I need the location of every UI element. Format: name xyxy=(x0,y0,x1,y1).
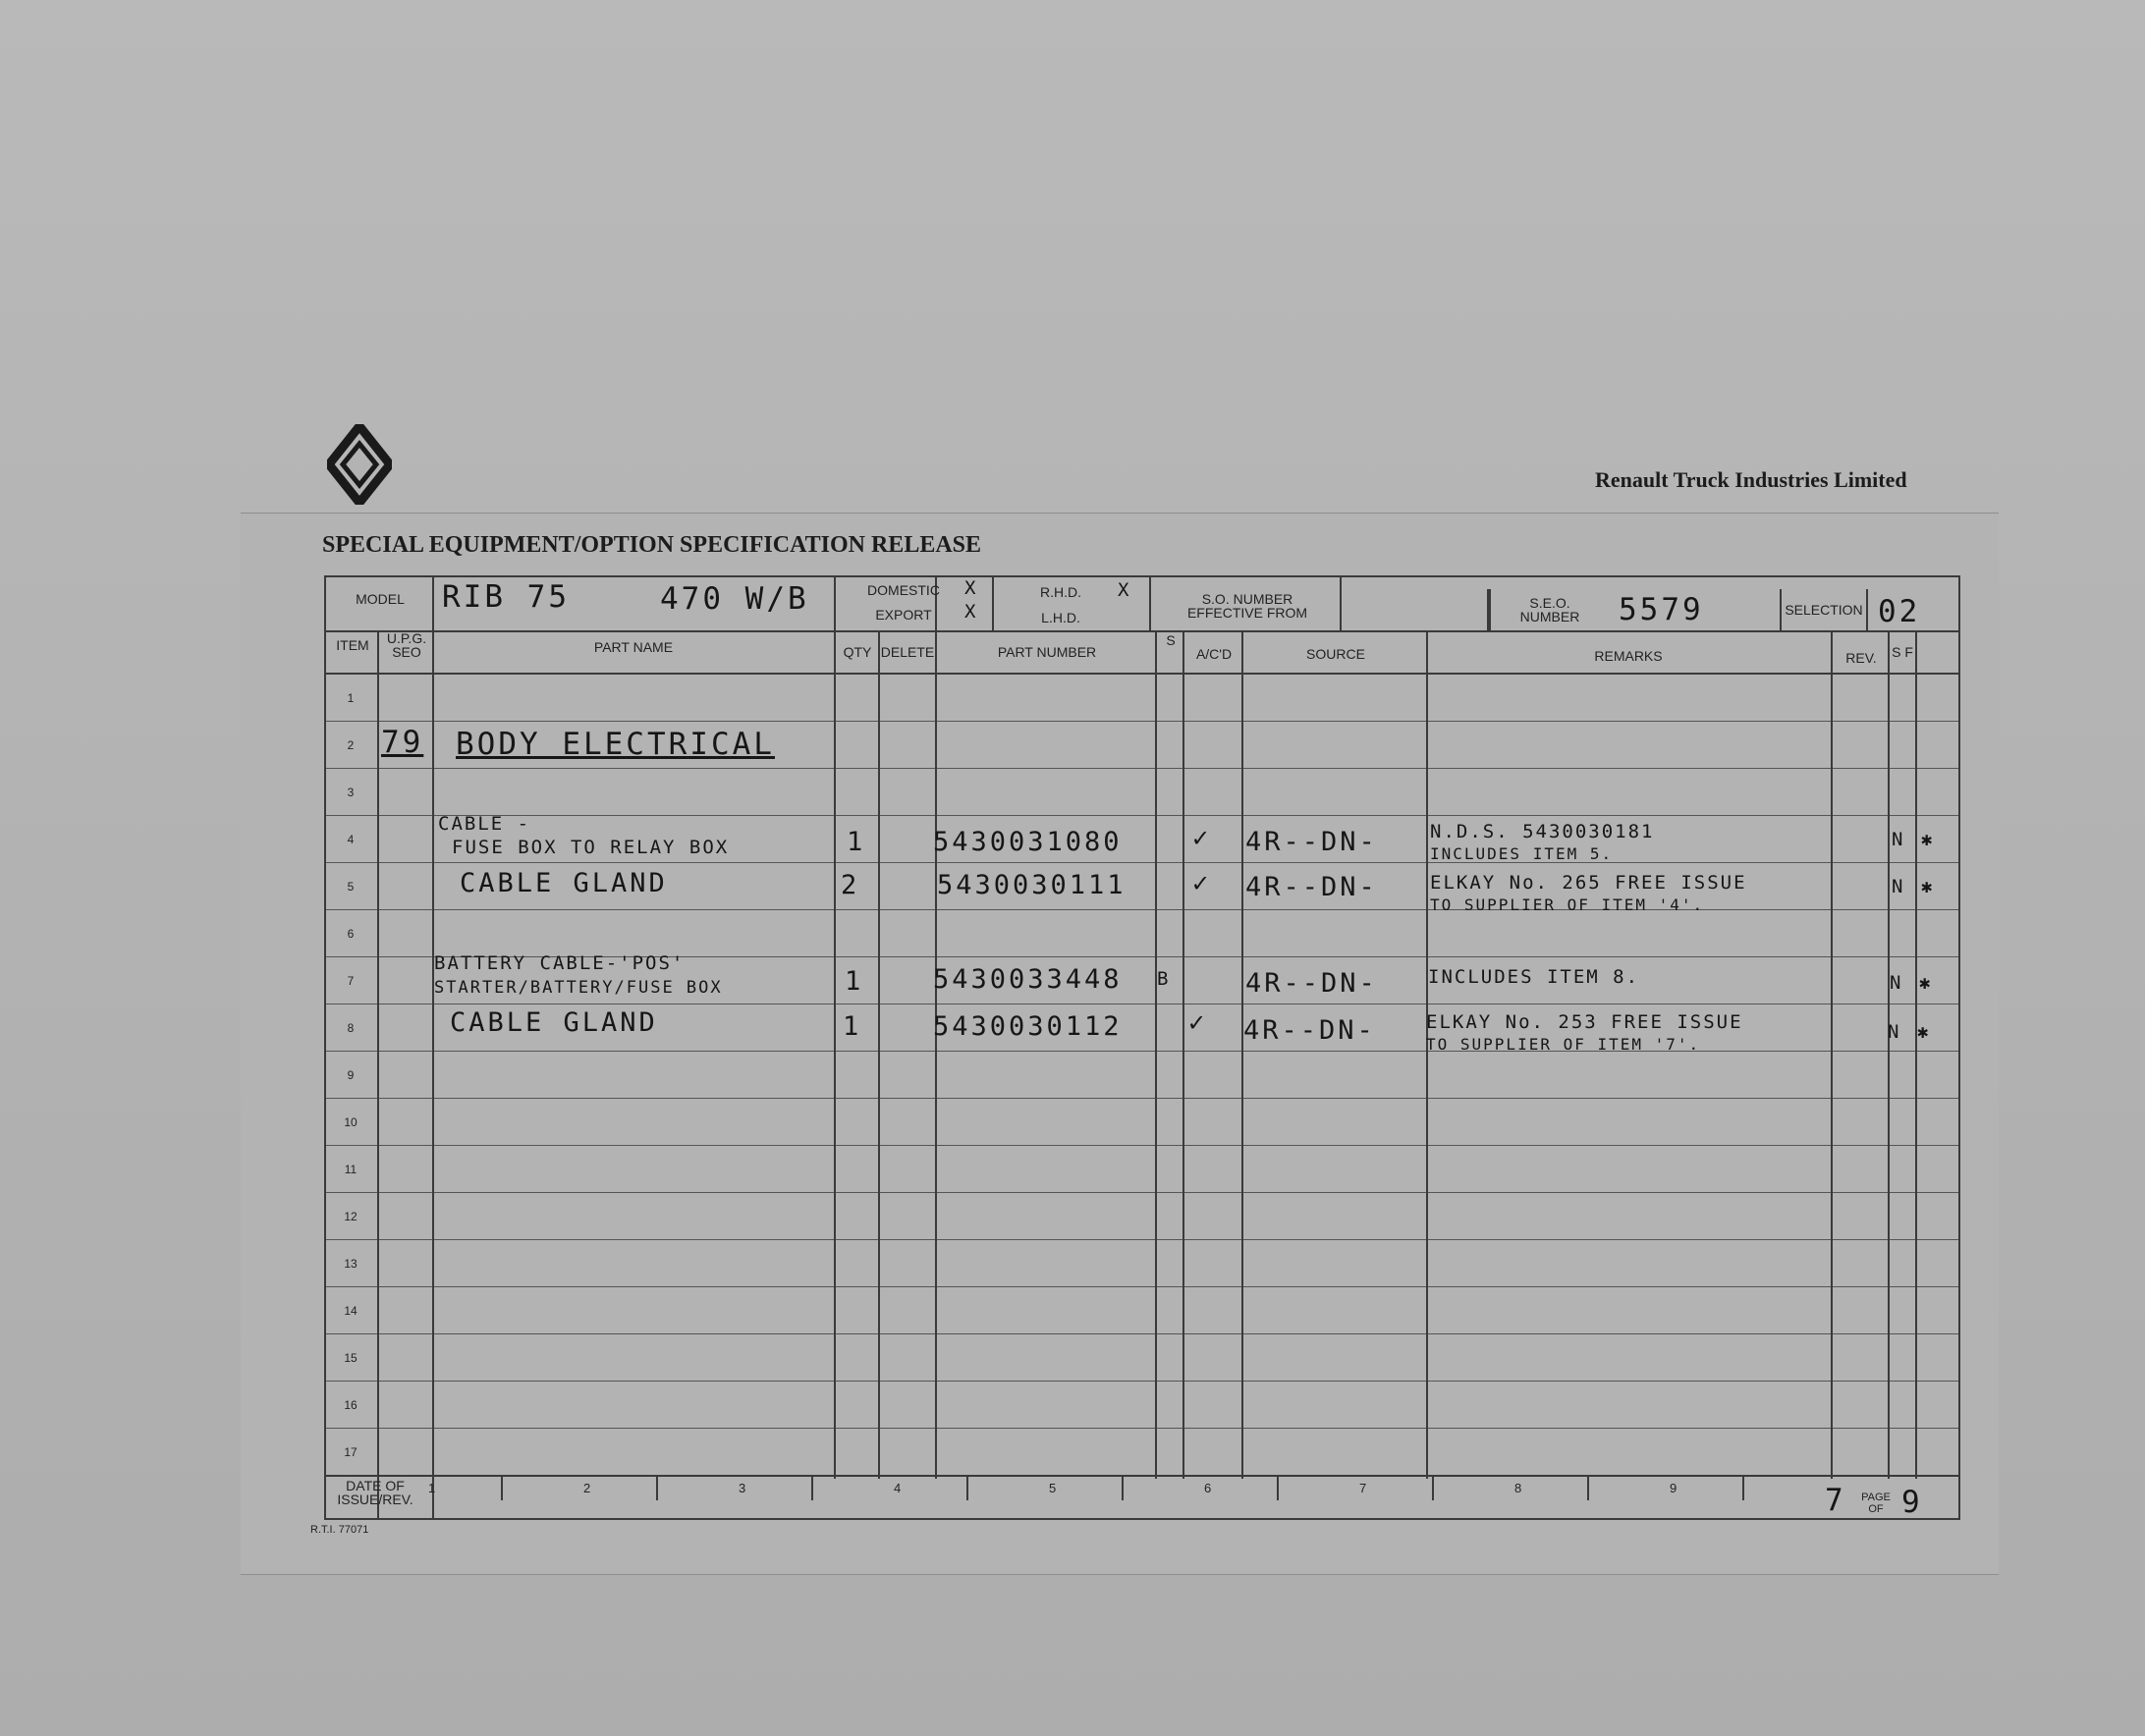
lhd-label: L.H.D. xyxy=(1041,610,1080,625)
row-number: 14 xyxy=(344,1304,358,1318)
row5-sf: N xyxy=(1892,876,1905,897)
footer-bottom-line xyxy=(324,1518,1960,1520)
row5-star: ✱ xyxy=(1921,876,1935,897)
col-header-part-number: PART NUMBER xyxy=(997,644,1097,660)
form-title: SPECIAL EQUIPMENT/OPTION SPECIFICATION RELEASE xyxy=(322,532,982,558)
row-line xyxy=(324,815,1960,816)
row4-remarks-2: INCLUDES ITEM 5. xyxy=(1430,844,1614,863)
row7-s-code: B xyxy=(1157,968,1171,990)
row-line xyxy=(324,1333,1960,1334)
row7-part-name-1: BATTERY CABLE-'POS' xyxy=(434,952,686,974)
row2-section-heading: BODY ELECTRICAL xyxy=(456,727,775,762)
col-header-source: SOURCE xyxy=(1306,646,1365,662)
date-slot-number: 4 xyxy=(894,1481,902,1495)
col-header-upg-2: SEO xyxy=(392,644,421,660)
rhd-mark: X xyxy=(1118,579,1131,601)
col-line-qty xyxy=(878,630,880,1479)
row-number: 16 xyxy=(344,1398,358,1412)
date-slot-number: 6 xyxy=(1204,1481,1212,1495)
row5-source: 4R--DN- xyxy=(1245,872,1378,902)
col-line-s xyxy=(1182,630,1184,1479)
wheelbase-value: 470 W/B xyxy=(660,581,809,617)
row-line xyxy=(324,1381,1960,1382)
col-line-partname xyxy=(834,575,836,1479)
row5-acd-check: ✓ xyxy=(1192,868,1212,898)
row4-source: 4R--DN- xyxy=(1245,827,1378,857)
row8-sf: N xyxy=(1888,1021,1901,1043)
row-number: 2 xyxy=(347,738,355,752)
row-number: 4 xyxy=(347,833,355,846)
company-name: Renault Truck Industries Limited xyxy=(1595,467,1907,492)
col-header-s: S xyxy=(1166,632,1176,648)
domestic-mark: X xyxy=(964,577,978,599)
row7-part-name-2: STARTER/BATTERY/FUSE BOX xyxy=(434,978,723,998)
row-number: 10 xyxy=(344,1115,358,1129)
row-line xyxy=(324,721,1960,722)
row4-acd-check: ✓ xyxy=(1192,823,1212,853)
hdr-sep-domestic xyxy=(992,575,994,630)
col-line-sf xyxy=(1915,630,1917,1479)
row5-remarks-1: ELKAY No. 265 FREE ISSUE xyxy=(1430,872,1747,894)
so-number-label: S.O. NUMBER xyxy=(1201,591,1293,607)
date-slot-divider xyxy=(966,1475,968,1500)
domestic-label: DOMESTIC xyxy=(867,582,940,598)
date-slot-divider xyxy=(1277,1475,1279,1500)
row-number: 8 xyxy=(347,1021,355,1035)
column-header-bottom xyxy=(324,673,1960,675)
date-label-2: ISSUE/REV. xyxy=(337,1492,413,1507)
model-value: RIB 75 xyxy=(442,579,570,615)
row8-remarks-1: ELKAY No. 253 FREE ISSUE xyxy=(1426,1011,1743,1033)
rhd-label: R.H.D. xyxy=(1040,584,1081,600)
row4-sf: N xyxy=(1892,829,1905,850)
row2-upg: 79 xyxy=(381,725,424,760)
row7-remarks-1: INCLUDES ITEM 8. xyxy=(1428,966,1640,988)
col-line-remarks xyxy=(1831,630,1833,1479)
date-slot-divider xyxy=(656,1475,658,1500)
row-line xyxy=(324,1051,1960,1052)
row-line xyxy=(324,1145,1960,1146)
col-header-acd: A/C'D xyxy=(1195,646,1233,662)
col-header-delete: DELETE xyxy=(880,644,935,660)
page-label: PAGE xyxy=(1861,1492,1891,1503)
seo-label-2: NUMBER xyxy=(1519,609,1580,624)
col-line-rev xyxy=(1888,630,1890,1479)
col-header-sf: S F xyxy=(1892,644,1913,660)
row8-qty: 1 xyxy=(843,1011,862,1042)
col-header-part-name: PART NAME xyxy=(593,639,674,655)
row4-part-number: 5430031080 xyxy=(933,827,1123,857)
row5-qty: 2 xyxy=(841,870,860,900)
col-line-acd xyxy=(1241,630,1243,1479)
date-label-1: DATE OF xyxy=(346,1478,405,1493)
date-slot-divider xyxy=(501,1475,503,1500)
export-mark: X xyxy=(964,601,978,623)
date-slot-number: 2 xyxy=(583,1481,591,1495)
row-number: 13 xyxy=(344,1257,358,1271)
row-line xyxy=(324,1192,1960,1193)
table-top-border xyxy=(324,575,1960,577)
row-number: 7 xyxy=(347,974,355,988)
col-header-upg-1: U.P.G. xyxy=(386,630,427,646)
col-header-qty: QTY xyxy=(843,644,872,660)
form-reference: R.T.I. 77071 xyxy=(310,1524,369,1536)
row-number: 11 xyxy=(344,1163,358,1176)
date-slot-number: 7 xyxy=(1359,1481,1367,1495)
selection-value: 02 xyxy=(1878,594,1921,629)
row-number: 5 xyxy=(347,880,355,894)
row4-part-name-1: CABLE - xyxy=(438,813,531,835)
header-divider xyxy=(432,630,1960,632)
col-header-rev: REV. xyxy=(1845,650,1877,666)
row-number: 6 xyxy=(347,927,355,941)
renault-diamond-logo xyxy=(327,424,392,505)
col-line-partnumber xyxy=(1155,630,1157,1479)
row4-star: ✱ xyxy=(1921,829,1935,850)
col-line-source xyxy=(1426,630,1428,1479)
col-header-remarks: REMARKS xyxy=(1594,648,1663,664)
col-line-upg xyxy=(432,575,434,1518)
seo-label-1: S.E.O. xyxy=(1529,595,1570,611)
row7-source: 4R--DN- xyxy=(1245,968,1378,999)
row5-part-number: 5430030111 xyxy=(937,870,1127,900)
date-slot-number: 3 xyxy=(739,1481,746,1495)
row7-sf: N xyxy=(1890,972,1903,994)
footer-top-line xyxy=(324,1475,1960,1477)
row-line xyxy=(324,1286,1960,1287)
row-line xyxy=(324,1428,1960,1429)
hdr-sep-selection-val xyxy=(1866,589,1868,630)
col-line-item xyxy=(377,630,379,1518)
export-label: EXPORT xyxy=(875,607,932,623)
row-number: 3 xyxy=(347,786,355,799)
effective-from-label: EFFECTIVE FROM xyxy=(1186,605,1308,621)
date-slot-number: 1 xyxy=(428,1481,436,1495)
row-line xyxy=(324,1239,1960,1240)
row8-remarks-2: TO SUPPLIER OF ITEM '7'. xyxy=(1426,1035,1701,1054)
date-slot-number: 5 xyxy=(1049,1481,1057,1495)
row-number: 9 xyxy=(347,1068,355,1082)
col-header-item: ITEM xyxy=(336,637,369,653)
row-line xyxy=(324,1098,1960,1099)
row-number: 17 xyxy=(344,1445,358,1459)
row8-star: ✱ xyxy=(1917,1021,1931,1043)
of-label: OF xyxy=(1868,1503,1884,1515)
date-slot-number: 9 xyxy=(1670,1481,1678,1495)
hdr-sep-seo xyxy=(1487,589,1491,630)
date-slot-divider xyxy=(1432,1475,1434,1500)
row5-remarks-2: TO SUPPLIER OF ITEM '4'. xyxy=(1430,895,1705,914)
hdr-sep-rhd xyxy=(1149,575,1151,630)
row-number: 12 xyxy=(344,1210,358,1223)
row8-source: 4R--DN- xyxy=(1243,1015,1376,1046)
date-slot-divider xyxy=(811,1475,813,1500)
row4-qty: 1 xyxy=(847,827,866,857)
row-number: 15 xyxy=(344,1351,358,1365)
hdr-sep-so xyxy=(1340,575,1342,630)
row8-part-name: CABLE GLAND xyxy=(450,1007,658,1038)
row7-star: ✱ xyxy=(1919,972,1933,994)
row-line xyxy=(324,768,1960,769)
row-line xyxy=(324,862,1960,863)
row5-part-name: CABLE GLAND xyxy=(460,868,668,898)
date-slot-divider xyxy=(1122,1475,1124,1500)
row7-part-number: 5430033448 xyxy=(933,964,1123,995)
seo-number-value: 5579 xyxy=(1619,592,1704,627)
date-slot-divider xyxy=(1742,1475,1744,1500)
date-slot-number: 8 xyxy=(1514,1481,1522,1495)
row-number: 1 xyxy=(347,691,355,705)
row4-part-name-2: FUSE BOX TO RELAY BOX xyxy=(452,837,730,858)
model-label: MODEL xyxy=(356,591,405,607)
date-slot-divider xyxy=(1587,1475,1589,1500)
row8-acd-check: ✓ xyxy=(1188,1007,1208,1038)
page-number: 7 xyxy=(1825,1483,1846,1518)
total-pages: 9 xyxy=(1901,1485,1923,1520)
row4-remarks-1: N.D.S. 5430030181 xyxy=(1430,821,1655,842)
col-line-left xyxy=(324,575,326,1518)
row-line xyxy=(324,909,1960,910)
row7-qty: 1 xyxy=(845,966,864,997)
row8-part-number: 5430030112 xyxy=(933,1011,1123,1042)
col-line-right xyxy=(1958,575,1960,1518)
selection-label: SELECTION xyxy=(1785,602,1863,618)
